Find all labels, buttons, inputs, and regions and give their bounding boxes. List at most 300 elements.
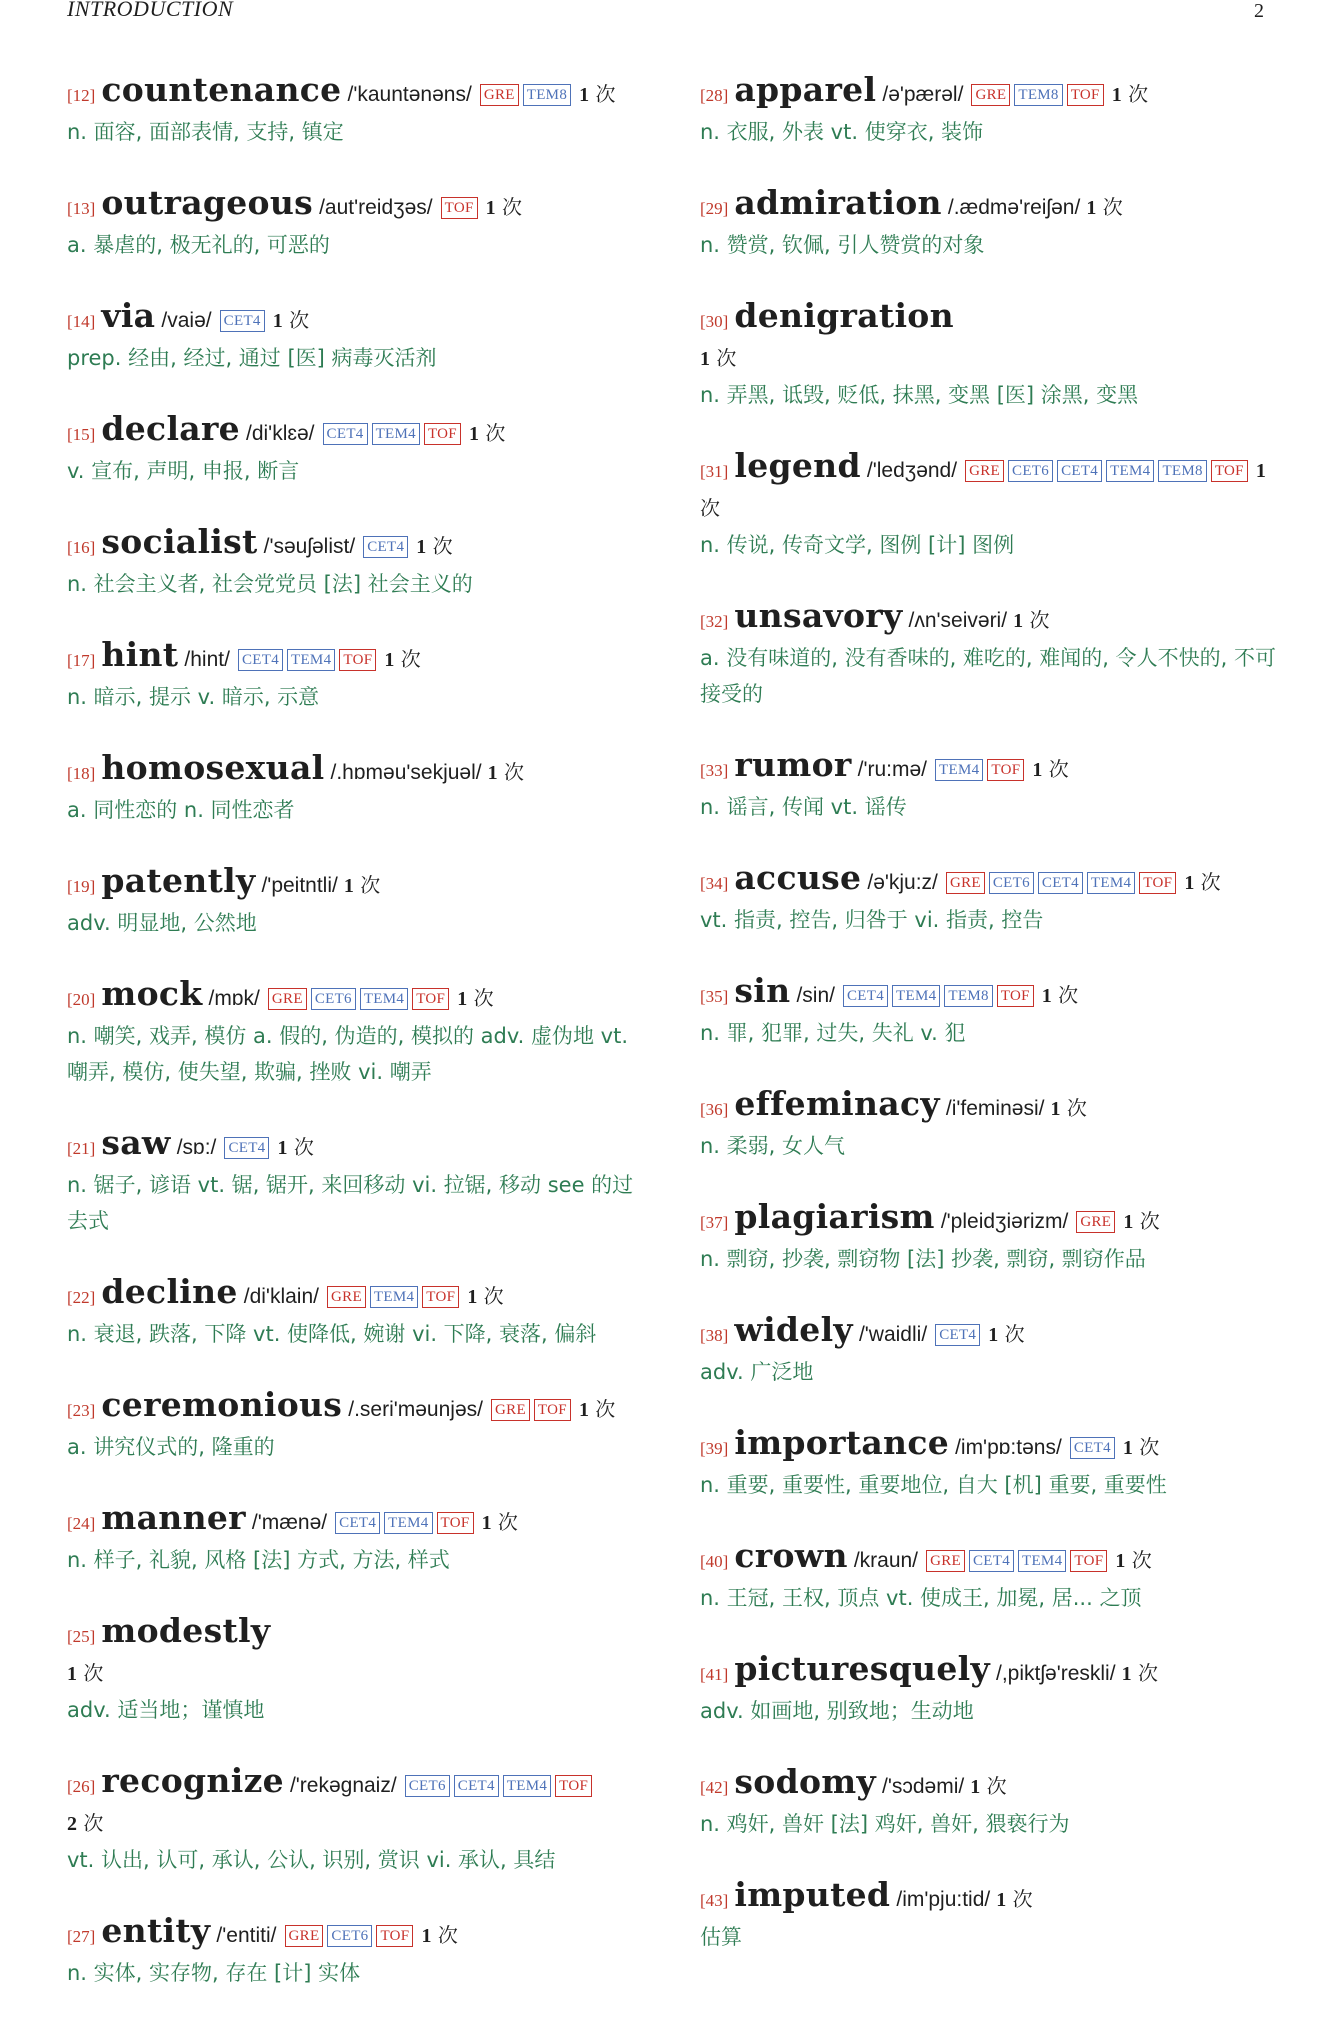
entry-headline (700, 1425, 1280, 1467)
headword: decline (101, 1272, 238, 1311)
count-unit: 次 (502, 195, 523, 219)
exam-tag: TOF (555, 1775, 592, 1797)
definition: n. 衰退, 跌落, 下降 vt. 使降低, 婉谢 vi. 下降, 衰落, 偏斜 (67, 1322, 597, 1346)
exam-tag: CET4 (1057, 460, 1102, 482)
exam-tag: TEM4 (287, 649, 335, 671)
count-number: 1 (468, 423, 479, 445)
count-unit: 次 (432, 534, 453, 558)
entry-headline (700, 1651, 1280, 1693)
exam-tag: TEM8 (1014, 84, 1062, 106)
dictionary-entry (700, 1538, 1280, 1616)
exam-tag: CET6 (989, 872, 1034, 894)
exam-tag: CET6 (327, 1925, 372, 1947)
headword: sin (734, 971, 791, 1010)
count-number: 1 (467, 1286, 478, 1308)
entry-headline (67, 1913, 642, 1955)
entry-headline (67, 298, 642, 340)
count-unit: 次 (1048, 757, 1069, 781)
dictionary-entry (67, 411, 642, 489)
phonetic: /.seri'məunjəs/ (348, 1398, 483, 1421)
dictionary-entry (700, 860, 1280, 938)
phonetic: /kraun/ (853, 1549, 919, 1572)
entry-headline (700, 185, 1280, 227)
occurrence-count (482, 1510, 518, 1534)
count-number: 1 (1032, 759, 1043, 781)
exam-tag: TOF (339, 649, 376, 671)
exam-tag: GRE (480, 84, 519, 106)
phonetic: /ə'kju:z/ (867, 871, 938, 894)
definition: n. 传说, 传奇文学, 图例 [计] 图例 (700, 533, 1015, 557)
count-unit: 次 (1128, 82, 1149, 106)
occurrence-count (579, 82, 615, 106)
occurrence-count (700, 346, 736, 370)
definition: n. 谣言, 传闻 vt. 谣传 (700, 795, 907, 819)
count-unit: 次 (83, 1811, 104, 1835)
dictionary-entry (700, 1651, 1280, 1729)
exam-tag: TEM4 (1106, 460, 1154, 482)
occurrence-count (273, 308, 309, 332)
definition: n. 王冠, 王权, 顶点 vt. 使成王, 加冕, 居... 之顶 (700, 1586, 1142, 1610)
count-number: 1 (487, 762, 498, 784)
phonetic: /'waidli/ (858, 1323, 928, 1346)
definition: prep. 经由, 经过, 通过 [医] 病毒灭活剂 (67, 346, 437, 370)
occurrence-count (486, 195, 522, 219)
dictionary-entry (700, 1086, 1280, 1164)
headword: saw (101, 1123, 171, 1162)
dictionary-entry (67, 976, 642, 1090)
occurrence-count (1112, 82, 1148, 106)
entry-headline (700, 72, 1280, 114)
entry-index: [24] (67, 1514, 96, 1533)
entry-headline (700, 1877, 1280, 1919)
exam-tag: CET4 (238, 649, 283, 671)
entry-index: [35] (700, 987, 729, 1006)
occurrence-count (416, 534, 452, 558)
occurrence-count (344, 873, 380, 897)
count-unit: 次 (1139, 1435, 1160, 1459)
entry-headline (67, 524, 642, 566)
definition: n. 样子, 礼貌, 风格 [法] 方式, 方法, 样式 (67, 1548, 450, 1572)
exam-tag: TOF (441, 197, 478, 219)
occurrence-count (1115, 1548, 1151, 1572)
exam-tag: GRE (926, 1550, 965, 1572)
phonetic: /'mænə/ (251, 1511, 328, 1534)
entry-headline (67, 72, 642, 114)
exam-tag: TOF (437, 1512, 474, 1534)
dictionary-entry (67, 1387, 642, 1465)
headword: unsavory (734, 596, 903, 635)
definition: n. 锯子, 谚语 vt. 锯, 锯开, 来回移动 vi. 拉锯, 移动 see 的过去式 (67, 1173, 634, 1233)
count-number: 1 (384, 649, 395, 671)
phonetic: /di'klɛə/ (246, 422, 315, 445)
definition: n. 面容, 面部表情, 支持, 镇定 (67, 120, 344, 144)
occurrence-count (988, 1322, 1024, 1346)
occurrence-count (1122, 1661, 1158, 1685)
headword: picturesquely (734, 1649, 990, 1688)
exam-tag: CET4 (454, 1775, 499, 1797)
page-number: 2 (1254, 0, 1264, 22)
dictionary-entry (700, 747, 1280, 825)
occurrence-count (469, 421, 505, 445)
headword: homosexual (101, 748, 325, 787)
phonetic: /ə'pærəl/ (882, 83, 964, 106)
count-unit: 次 (595, 82, 616, 106)
phonetic: /'rekəgnaiz/ (289, 1774, 397, 1797)
entry-headline (700, 598, 1280, 640)
dictionary-entry (700, 1199, 1280, 1277)
entry-headline (67, 1763, 642, 1842)
entry-headline (67, 1500, 642, 1542)
count-number: 1 (343, 875, 354, 897)
count-unit: 次 (986, 1774, 1007, 1798)
entry-index: [23] (67, 1401, 96, 1420)
dictionary-entry (67, 298, 642, 376)
entry-index: [36] (700, 1100, 729, 1119)
count-number: 1 (272, 310, 283, 332)
exam-tag: TOF (534, 1399, 571, 1421)
count-unit: 次 (1200, 870, 1221, 894)
entry-index: [37] (700, 1213, 729, 1232)
entry-headline (700, 1538, 1280, 1580)
phonetic: /.ædmə'reiʃən/ (947, 196, 1081, 219)
exam-tag: TEM4 (384, 1512, 432, 1534)
entry-index: [18] (67, 764, 96, 783)
entry-headline (700, 1086, 1280, 1128)
exam-tag: CET4 (224, 1137, 269, 1159)
dictionary-entry (700, 1312, 1280, 1390)
dictionary-entry (67, 1274, 642, 1352)
occurrence-count (1042, 983, 1078, 1007)
entry-index: [28] (700, 86, 729, 105)
definition: n. 重要, 重要性, 重要地位, 自大 [机] 重要, 重要性 (700, 1473, 1167, 1497)
count-number: 1 (579, 84, 590, 106)
count-number: 1 (1086, 197, 1097, 219)
headword: declare (101, 409, 240, 448)
count-number: 1 (988, 1324, 999, 1346)
count-unit: 次 (293, 1135, 314, 1159)
entry-headline (700, 298, 1280, 377)
count-number: 1 (1050, 1098, 1061, 1120)
count-unit: 次 (1066, 1096, 1087, 1120)
entry-headline (700, 1312, 1280, 1354)
exam-tag: TOF (1067, 84, 1104, 106)
exam-tag: TOF (987, 759, 1024, 781)
headword: manner (101, 1498, 246, 1537)
count-number: 1 (1255, 460, 1266, 482)
count-number: 1 (1013, 610, 1024, 632)
count-number: 1 (481, 1512, 492, 1534)
phonetic: /hint/ (184, 648, 230, 671)
count-number: 1 (1115, 1550, 1126, 1572)
phonetic: /'entiti/ (216, 1924, 277, 1947)
exam-tag: GRE (491, 1399, 530, 1421)
exam-tag: CET4 (1038, 872, 1083, 894)
phonetic: /'səuʃəlist/ (263, 535, 356, 558)
dictionary-entry (700, 1425, 1280, 1503)
definition: n. 实体, 实存物, 存在 [计] 实体 (67, 1961, 361, 1985)
exam-tag: CET4 (220, 310, 265, 332)
count-unit: 次 (1102, 195, 1123, 219)
definition: n. 衣服, 外表 vt. 使穿衣, 装饰 (700, 120, 984, 144)
headword: countenance (101, 70, 342, 109)
dictionary-entry (700, 598, 1280, 712)
entry-index: [16] (67, 538, 96, 557)
count-unit: 次 (716, 346, 737, 370)
occurrence-count (67, 1811, 103, 1835)
entry-headline (67, 411, 642, 453)
definition: n. 嘲笑, 戏弄, 模仿 a. 假的, 伪造的, 模拟的 adv. 虚伪地 vt. 嘲弄, 模仿, 使失望, 欺骗, 挫败 vi. 嘲弄 (67, 1024, 628, 1084)
headword: importance (734, 1423, 950, 1462)
occurrence-count (996, 1887, 1032, 1911)
headword: plagiarism (734, 1197, 935, 1236)
count-number: 1 (1121, 1663, 1132, 1685)
entry-index: [29] (700, 199, 729, 218)
dictionary-entry (67, 1913, 642, 1991)
definition: a. 讲究仪式的, 隆重的 (67, 1435, 275, 1459)
count-unit: 次 (595, 1397, 616, 1421)
phonetic: /im'pju:tid/ (896, 1888, 991, 1911)
entry-index: [39] (700, 1439, 729, 1458)
count-unit: 次 (504, 760, 525, 784)
exam-tag: CET4 (969, 1550, 1014, 1572)
headword: admiration (734, 183, 942, 222)
exam-tag: TOF (376, 1925, 413, 1947)
exam-tag: TEM8 (1158, 460, 1206, 482)
definition: n. 罪, 犯罪, 过失, 失礼 v. 犯 (700, 1021, 966, 1045)
entry-headline (67, 976, 642, 1018)
occurrence-count (467, 1284, 503, 1308)
definition: n. 鸡奸, 兽奸 [法] 鸡奸, 兽奸, 猥亵行为 (700, 1812, 1070, 1836)
dictionary-entry (67, 863, 642, 941)
headword: legend (734, 446, 861, 485)
entry-index: [13] (67, 199, 96, 218)
entry-index: [38] (700, 1326, 729, 1345)
occurrence-count (1051, 1096, 1087, 1120)
headword: denigration (734, 296, 954, 335)
entry-headline (67, 1387, 642, 1429)
dictionary-entry (700, 185, 1280, 263)
count-unit: 次 (700, 496, 720, 520)
headword: imputed (734, 1875, 891, 1914)
phonetic: /'sɔdəmi/ (882, 1775, 965, 1798)
phonetic: /aut'reidʒəs/ (319, 196, 433, 219)
exam-tag: GRE (965, 460, 1004, 482)
count-number: 1 (1123, 1211, 1134, 1233)
entry-index: [41] (700, 1665, 729, 1684)
entry-index: [12] (67, 86, 96, 105)
headword: crown (734, 1536, 848, 1575)
headword: via (101, 296, 156, 335)
dictionary-entry (67, 524, 642, 602)
count-number: 1 (416, 536, 427, 558)
entry-headline (67, 637, 642, 679)
exam-tag: CET6 (405, 1775, 450, 1797)
dictionary-entry (67, 637, 642, 715)
count-unit: 次 (360, 873, 381, 897)
phonetic: /'ledʒənd/ (866, 459, 958, 482)
headword: modestly (101, 1611, 271, 1650)
dictionary-entry (67, 1125, 642, 1239)
occurrence-count (1123, 1435, 1159, 1459)
phonetic: /'kauntənəns/ (347, 83, 472, 106)
definition: vt. 指责, 控告, 归咎于 vi. 指责, 控告 (700, 908, 1044, 932)
exam-tag: CET4 (323, 423, 368, 445)
count-number: 2 (67, 1813, 77, 1835)
dictionary-entry (700, 1764, 1280, 1842)
headword: accuse (734, 858, 862, 897)
exam-tag: TEM8 (944, 985, 992, 1007)
exam-tag: CET4 (335, 1512, 380, 1534)
entry-headline (700, 1764, 1280, 1806)
exam-tag: TEM4 (360, 988, 408, 1010)
entry-index: [31] (700, 462, 729, 481)
definition: vt. 认出, 认可, 承认, 公认, 识别, 赏识 vi. 承认, 具结 (67, 1848, 556, 1872)
definition: a. 同性恋的 n. 同性恋者 (67, 798, 295, 822)
entry-headline (700, 973, 1280, 1015)
exam-tag: TEM4 (372, 423, 420, 445)
headword: hint (101, 635, 179, 674)
exam-tag: CET4 (935, 1324, 980, 1346)
definition: a. 没有味道的, 没有香味的, 难吃的, 难闻的, 令人不快的, 不可接受的 (700, 646, 1276, 706)
exam-tag: TOF (1139, 872, 1176, 894)
exam-tag: GRE (268, 988, 307, 1010)
dictionary-entry (700, 72, 1280, 150)
exam-tag: CET4 (843, 985, 888, 1007)
count-number: 1 (485, 197, 496, 219)
exam-tag: TEM4 (1087, 872, 1135, 894)
exam-tag: CET6 (311, 988, 356, 1010)
dictionary-entry (67, 1613, 642, 1728)
phonetic: /'pleidʒiərizm/ (940, 1210, 1069, 1233)
dictionary-entry (67, 1763, 642, 1878)
count-number: 1 (1111, 84, 1122, 106)
headword: outrageous (101, 183, 314, 222)
entry-index: [22] (67, 1288, 96, 1307)
occurrence-count (1013, 608, 1049, 632)
running-head: INTRODUCTION (67, 0, 234, 21)
count-unit: 次 (1131, 1548, 1152, 1572)
count-unit: 次 (497, 1510, 518, 1534)
definition: adv. 适当地；谨慎地 (67, 1698, 265, 1722)
exam-tag: TEM4 (935, 759, 983, 781)
headword: mock (101, 974, 203, 1013)
exam-tag: CET4 (1070, 1437, 1115, 1459)
headword: recognize (101, 1761, 284, 1800)
definition: adv. 明显地, 公然地 (67, 911, 257, 935)
definition: n. 剽窃, 抄袭, 剽窃物 [法] 抄袭, 剽窃, 剽窃作品 (700, 1247, 1146, 1271)
headword: rumor (734, 745, 852, 784)
phonetic: /mɒk/ (208, 987, 260, 1010)
count-unit: 次 (400, 647, 421, 671)
count-unit: 次 (83, 1661, 104, 1685)
occurrence-count (278, 1135, 314, 1159)
occurrence-count (1032, 757, 1068, 781)
exam-tag: TOF (997, 985, 1034, 1007)
headword: patently (101, 861, 256, 900)
count-number: 1 (996, 1889, 1007, 1911)
dictionary-entry (67, 750, 642, 828)
dictionary-entry (67, 1500, 642, 1578)
entry-index: [40] (700, 1552, 729, 1571)
headword: widely (734, 1310, 853, 1349)
exam-tag: TEM4 (892, 985, 940, 1007)
count-unit: 次 (473, 986, 494, 1010)
entry-index: [17] (67, 651, 96, 670)
entry-headline (700, 448, 1280, 527)
exam-tag: GRE (946, 872, 985, 894)
count-number: 1 (970, 1776, 981, 1798)
exam-tag: CET6 (1008, 460, 1053, 482)
headword: socialist (101, 522, 258, 561)
entry-headline (67, 1613, 642, 1692)
count-unit: 次 (1029, 608, 1050, 632)
count-number: 1 (1184, 872, 1195, 894)
exam-tag: GRE (327, 1286, 366, 1308)
dictionary-entry (700, 448, 1280, 563)
occurrence-count (488, 760, 524, 784)
count-unit: 次 (485, 421, 506, 445)
dictionary-entry (67, 185, 642, 263)
entry-index: [32] (700, 612, 729, 631)
count-number: 1 (277, 1137, 288, 1159)
entry-index: [25] (67, 1627, 96, 1646)
entry-index: [20] (67, 990, 96, 1009)
headword: ceremonious (101, 1385, 343, 1424)
phonetic: /'ru:mə/ (857, 758, 927, 781)
phonetic: /im'pɒ:təns/ (955, 1436, 1062, 1459)
count-number: 1 (457, 988, 468, 1010)
entry-index: [14] (67, 312, 96, 331)
exam-tag: TEM4 (1018, 1550, 1066, 1572)
dictionary-entry (700, 298, 1280, 413)
count-unit: 次 (289, 308, 310, 332)
entry-index: [27] (67, 1927, 96, 1946)
entry-headline (67, 750, 642, 792)
occurrence-count (1086, 195, 1122, 219)
occurrence-count (1123, 1209, 1159, 1233)
phonetic: /vaiə/ (161, 309, 212, 332)
count-unit: 次 (1139, 1209, 1160, 1233)
dictionary-entry (67, 72, 642, 150)
exam-tag: TOF (422, 1286, 459, 1308)
occurrence-count (421, 1923, 457, 1947)
phonetic: /'peitntli/ (261, 874, 338, 897)
count-unit: 次 (1058, 983, 1079, 1007)
exam-tag: CET4 (363, 536, 408, 558)
occurrence-count (970, 1774, 1006, 1798)
exam-tag: TOF (412, 988, 449, 1010)
headword: sodomy (734, 1762, 876, 1801)
occurrence-count (67, 1661, 103, 1685)
phonetic: /sin/ (796, 984, 835, 1007)
entry-index: [34] (700, 874, 729, 893)
exam-tag: TOF (424, 423, 461, 445)
phonetic: /ʌn'seivəri/ (908, 609, 1008, 632)
exam-tag: GRE (971, 84, 1010, 106)
count-number: 1 (1041, 985, 1052, 1007)
exam-tag: TOF (1070, 1550, 1107, 1572)
count-unit: 次 (437, 1923, 458, 1947)
headword: apparel (734, 70, 877, 109)
definition: v. 宣布, 声明, 申报, 断言 (67, 459, 300, 483)
definition: adv. 如画地, 别致地；生动地 (700, 1699, 974, 1723)
phonetic: /di'klain/ (243, 1285, 319, 1308)
entry-index: [21] (67, 1139, 96, 1158)
exam-tag: GRE (285, 1925, 324, 1947)
right-column (700, 72, 1280, 1990)
entry-index: [33] (700, 761, 729, 780)
occurrence-count (1184, 870, 1220, 894)
